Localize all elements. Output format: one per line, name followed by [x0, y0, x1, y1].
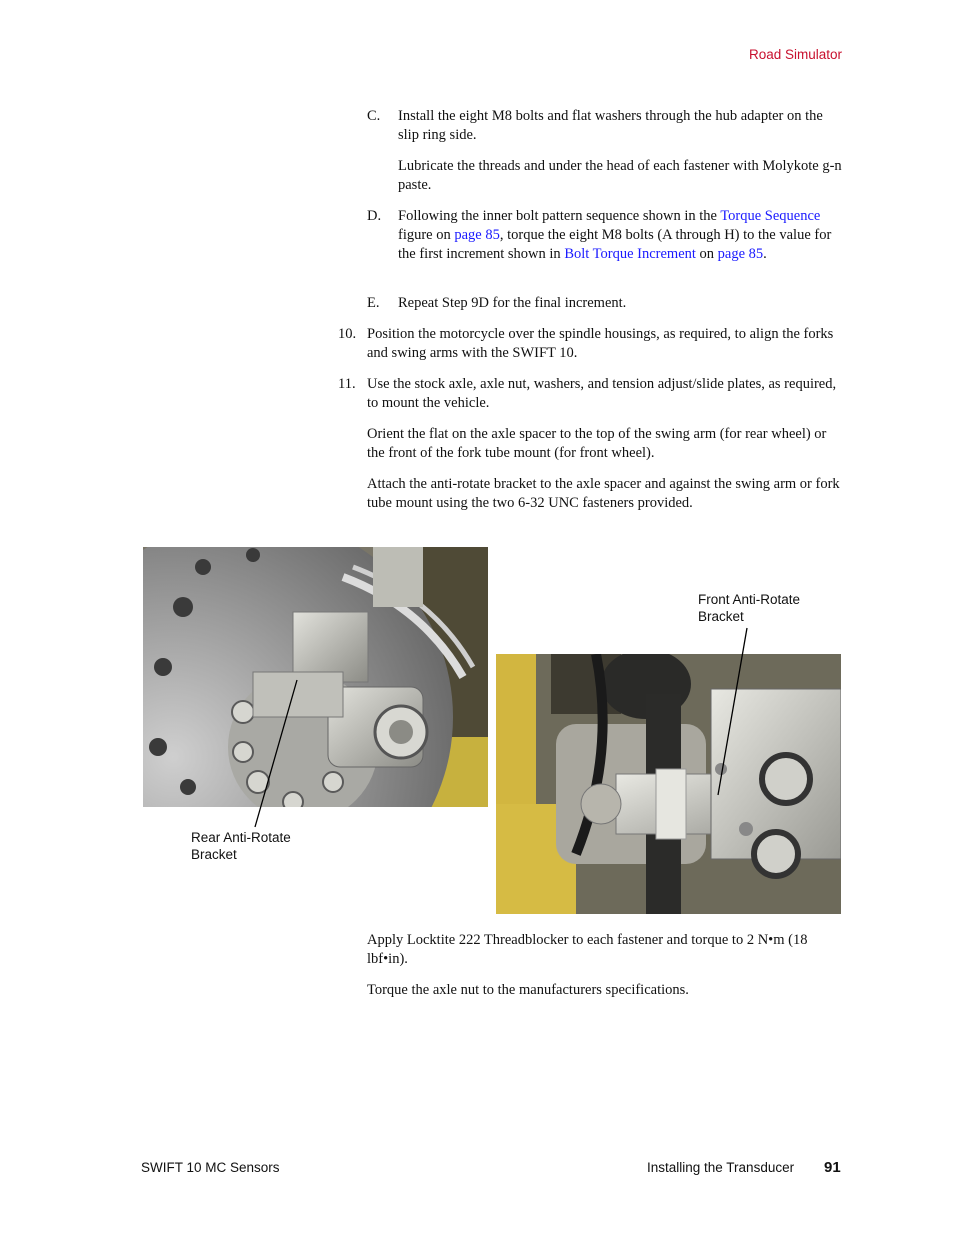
page-85-link-2[interactable]: page 85 — [717, 246, 764, 262]
step-11-note-2: Attach the anti-rotate bracket to the axle spacer and against the swing arm or fork tube mount using the two 6-32 UNC fasteners provided. — [367, 476, 840, 511]
footer-doc-title: SWIFT 10 MC Sensors — [141, 1160, 280, 1175]
step-11-marker: 11. — [338, 376, 356, 392]
bolt-torque-increment-link[interactable]: Bolt Torque Increment — [564, 246, 696, 262]
step-e-text: Repeat Step 9D for the final increment. — [398, 295, 627, 311]
rear-callout-line — [255, 680, 297, 827]
torque-sequence-link[interactable]: Torque Sequence — [720, 208, 821, 224]
front-callout-line — [718, 628, 747, 795]
step-d-text-2: figure on — [398, 227, 455, 243]
locktite-paragraph: Apply Locktite 222 Threadblocker to each fastener and torque to 2 N•m (18 lbf•in). — [367, 932, 808, 967]
rear-bracket-caption: Rear Anti-Rotate Bracket — [191, 830, 291, 862]
page-85-link[interactable]: page 85 — [454, 227, 500, 243]
step-d-marker: D. — [367, 208, 382, 224]
front-bracket-caption: Front Anti-Rotate Bracket — [698, 592, 801, 624]
step-d-text-4: on — [695, 246, 718, 262]
step-d-text-5: . — [763, 246, 767, 262]
step-e-marker: E. — [367, 295, 380, 311]
axle-nut-paragraph: Torque the axle nut to the manufacturers specifications. — [367, 982, 689, 998]
step-10-text: Position the motorcycle over the spindle housings, as required, to align the forks and swing arms with the SWIFT 10. — [367, 326, 834, 361]
step-c-note: Lubricate the threads and under the head of each fastener with Molykote g-n paste. — [398, 158, 842, 193]
step-11-text: Use the stock axle, axle nut, washers, and tension adjust/slide plates, as required, to mount the vehicle. — [367, 376, 837, 411]
footer-chapter: Installing the Transducer — [647, 1160, 795, 1175]
step-d-text-1: Following the inner bolt pattern sequence shown in the — [398, 208, 721, 224]
step-10-marker: 10. — [338, 326, 357, 342]
running-header: Road Simulator — [748, 47, 842, 62]
step-c-text: Install the eight M8 bolts and flat washers through the hub adapter on the slip ring side. — [398, 108, 823, 143]
step-c-marker: C. — [367, 108, 381, 124]
step-d-text-3: , torque the eight M8 bolts (A through H) to the value for the first increment shown in — [398, 227, 832, 262]
page-number: 91 — [824, 1159, 841, 1176]
step-11-note-1: Orient the flat on the axle spacer to the top of the swing arm (for rear wheel) or the front of the fork tube mount (for front wheel). — [367, 426, 827, 461]
